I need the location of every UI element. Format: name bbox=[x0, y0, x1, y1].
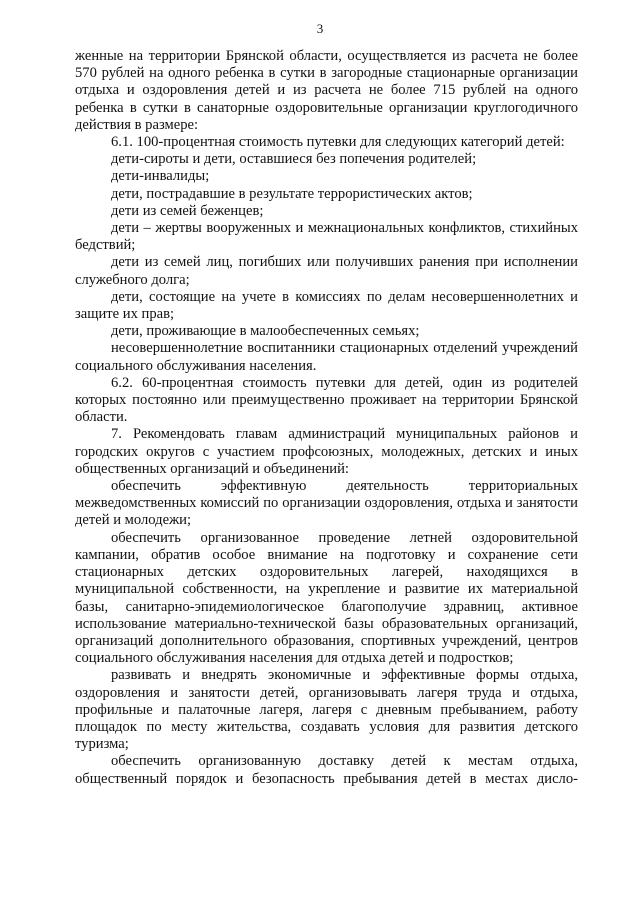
paragraph-6-1: 6.1. 100-процентная стоимость путевки для следующих категорий детей: bbox=[111, 134, 565, 151]
list-item-juvenile-registry: дети, состоящие на учете в комиссиях по делам несовершеннолетних и защите их прав; bbox=[75, 288, 578, 323]
list-item-terror-victims: дети, пострадавшие в результате террористических актов; bbox=[111, 185, 473, 202]
paragraph-6-2: 6.2. 60-процентная стоимость путевки для детей, один из родителей которых постоянно или преимущественно проживает на территории Брянской области. bbox=[75, 374, 578, 426]
list-item-conflict-victims: дети – жертвы вооруженных и межнациональных конфликтов, стихийных бедствий; bbox=[75, 220, 578, 254]
list-item-refugee-families: дети из семей беженцев; bbox=[111, 202, 264, 219]
paragraph-commissions: обеспечить эффективную деятельность территориальных межведомственных комиссий по организации оздоровления, отдыха и занятости детей и молодежи; bbox=[75, 478, 578, 529]
paragraph-recreation-forms: развивать и внедрять экономичные и эффективные формы отдыха, оздоровления и занятости детей, организовывать лагеря труда и отдыха, профильные и палаточные лагеря, лагеря с дневным пребыванием, работу площадок по месту жительства, создавать условия для развития детского туризма; bbox=[75, 667, 578, 753]
list-item-fallen-families: дети из семей лиц, погибших или получивших ранения при исполнении служебного долга; bbox=[75, 254, 578, 288]
paragraph-funding-terms: женные на территории Брянской области, осуществляется из расчета не более 570 рублей на одного ребенка в сутки в загородные стационарные организации отдыха и оздоровления детей и из расчета не более 715 рублей на одного ребенка в сутки в санаторные оздоровительные организации круглогодичного действия в размере: bbox=[75, 48, 578, 133]
paragraph-summer-campaign: обеспечить организованное проведение летней оздоровительной кампании, обратив особое внимание на подготовку и сохранение сети стационарных детских оздоровительных лагерей, находящихся в муниципальной собственности, на укрепление и развитие их материальной базы, санитарно-эпидемиологическое благополучие здравниц, активное использование материально-технической базы образовательных организаций, организаций дополнительного образования, спортивных учреждений, центров социального обслуживания населения для отдыха детей и подростков; bbox=[75, 529, 578, 667]
list-item-disabled-children: дети-инвалиды; bbox=[111, 168, 210, 185]
document-body bbox=[75, 48, 578, 788]
list-item-orphans: дети-сироты и дети, оставшиеся без попечения родителей; bbox=[111, 151, 477, 168]
paragraph-7: 7. Рекомендовать главам администраций муниципальных районов и городских округов с участием профсоюзных, молодежных, детских и иных общественных организаций и объединений: bbox=[75, 426, 578, 477]
list-item-low-income: дети, проживающие в малообеспеченных семьях; bbox=[111, 323, 420, 340]
page-number: 3 bbox=[316, 21, 324, 36]
paragraph-transport-safety: обеспечить организованную доставку детей к местам отдыха, общественный порядок и безопасность пребывания детей в местах дисло- bbox=[75, 753, 578, 787]
list-item-social-wards: несовершеннолетние воспитанники стационарных отделений учреждений социального обслуживания населения. bbox=[75, 340, 578, 374]
